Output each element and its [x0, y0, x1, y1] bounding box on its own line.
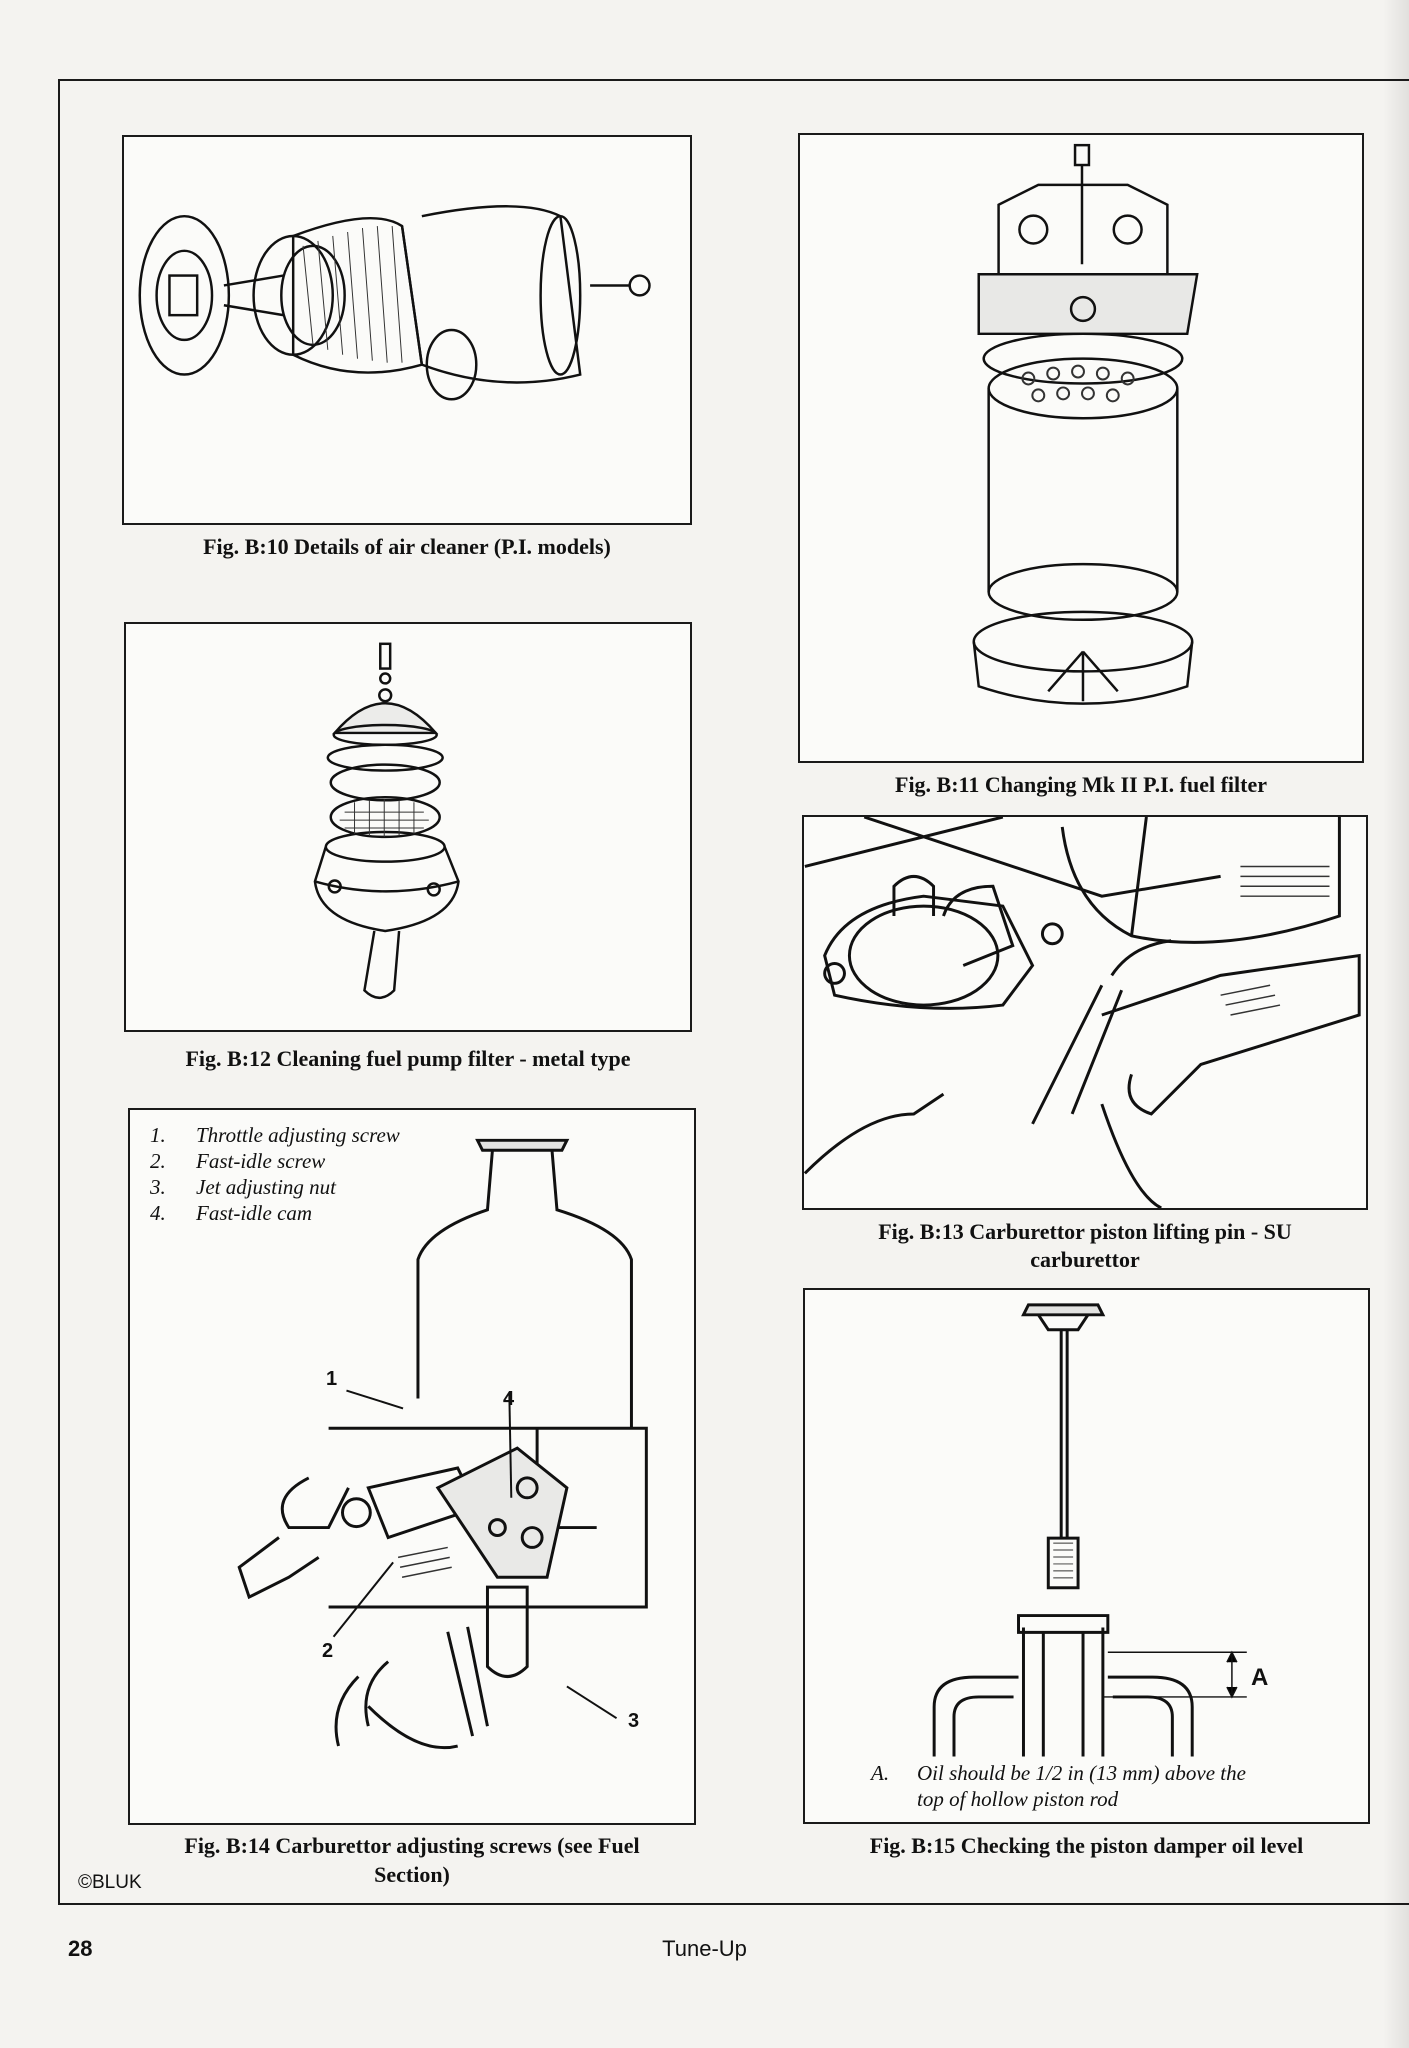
fuel-pump-filter-illustration [126, 624, 690, 1030]
figure-b11-fuel-filter [798, 133, 1364, 763]
caption-b14-line2: Section) [374, 1862, 450, 1887]
legend-item-4: 4. Fast-idle cam [150, 1201, 313, 1225]
b14-legend [150, 1122, 400, 1226]
section-name: Tune-Up [662, 1936, 747, 1961]
air-cleaner-illustration [124, 137, 690, 523]
copyright-mark: ©BLUK [78, 1872, 142, 1893]
callout-4: 4 [503, 1388, 515, 1410]
legend-item-1: 1. Throttle adjusting screw [150, 1123, 400, 1147]
legend-item-2: 2. Fast-idle screw [150, 1149, 326, 1173]
caption-b10: Fig. B:10 Details of air cleaner (P.I. models) [203, 534, 611, 559]
b15-note [871, 1760, 1246, 1812]
caption-b11: Fig. B:11 Changing Mk II P.I. fuel filter [895, 772, 1267, 797]
legend-item-3: 3. Jet adjusting nut [150, 1175, 336, 1199]
caption-b15: Fig. B:15 Checking the piston damper oil level [869, 1833, 1304, 1858]
callout-a: A [1251, 1664, 1269, 1691]
b15-note-line2: top of hollow piston rod [917, 1787, 1119, 1811]
figure-b10-air-cleaner [122, 135, 692, 525]
page-number: 28 [68, 1936, 93, 1961]
callout-3: 3 [628, 1710, 640, 1732]
figure-b15-damper-oil-level [803, 1288, 1370, 1824]
callout-1: 1 [326, 1368, 338, 1390]
caption-b14-line1: Fig. B:14 Carburettor adjusting screws (see Fuel [184, 1833, 640, 1858]
caption-b13-line1: Fig. B:13 Carburettor piston lifting pin - SU [878, 1219, 1292, 1244]
figure-b12-fuel-pump-filter [124, 622, 692, 1032]
piston-lifting-pin-illustration [804, 817, 1366, 1208]
caption-b12: Fig. B:12 Cleaning fuel pump filter - metal type [185, 1046, 631, 1071]
damper-oil-level-illustration [805, 1290, 1368, 1822]
fuel-filter-illustration [800, 135, 1362, 761]
b15-note-line1: A. Oil should be 1/2 in (13 mm) above the [871, 1761, 1246, 1785]
caption-b13-line2: carburettor [1030, 1247, 1140, 1272]
figure-b13-piston-lifting-pin [802, 815, 1368, 1210]
callout-2: 2 [322, 1640, 334, 1662]
figure-b14-carburettor-screws [128, 1108, 696, 1825]
